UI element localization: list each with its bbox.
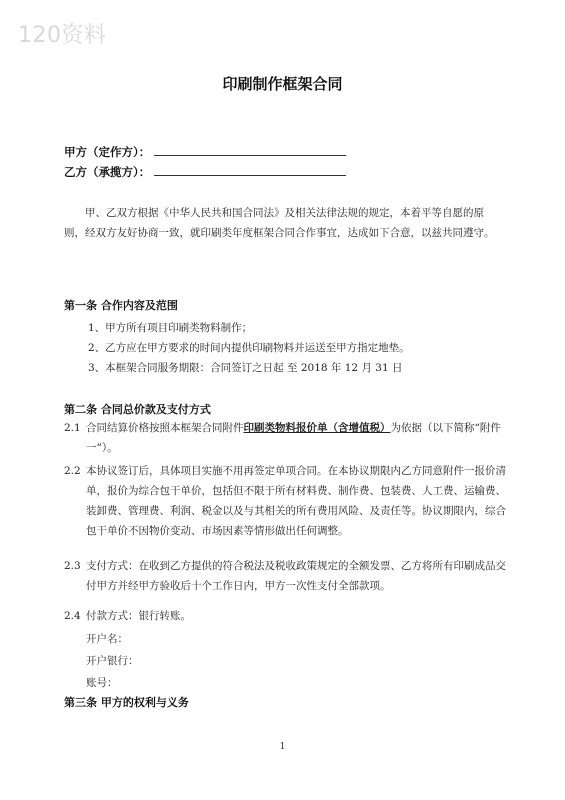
clause-2-1-number: 2.1 bbox=[64, 422, 81, 434]
account-name-label: 开户名： bbox=[86, 633, 128, 645]
clause-2-2-number: 2.2 bbox=[64, 465, 81, 477]
intro-paragraph: 甲、乙双方根据《中华人民共和国合同法》及相关法律法规的规定，本着平等自愿的原则，经双方友好协商一致，就印刷类年度框架合同合作事宜，达成如下合意，以兹共同遵守。 bbox=[64, 207, 495, 239]
article1-item-1: 1、甲方所有项目印刷类物料制作； bbox=[88, 322, 253, 334]
watermark: 120资料 bbox=[18, 23, 107, 48]
clause-2-2 bbox=[64, 461, 506, 541]
clause-2-4 bbox=[64, 606, 506, 626]
party-b-label: 乙方（承揽方）： bbox=[64, 165, 151, 179]
account-number-label: 账号： bbox=[86, 677, 118, 689]
quote-sheet-reference: 印刷类物料报价单（含增值税） bbox=[243, 422, 391, 434]
clause-2-3-text: 支付方式：在收到乙方提供的符合税法及税收政策规定的全额发票、乙方将所有印刷成品交付甲方并经甲方验收后十个工作日内，甲方一次性支付全部款项。 bbox=[86, 560, 506, 592]
clause-2-1-text-b: 为依据（以下简称“附件一”）。 bbox=[86, 422, 501, 454]
page-number: 1 bbox=[279, 742, 286, 752]
document-title: 印刷制作框架合同 bbox=[222, 75, 343, 93]
account-bank-label: 开户银行： bbox=[86, 655, 139, 667]
article3-heading: 第三条 甲方的权利与义务 bbox=[64, 696, 189, 709]
article2-heading: 第二条 合同总价款及支付方式 bbox=[64, 403, 211, 416]
clause-2-3 bbox=[64, 556, 506, 596]
clause-2-1-text-a: 合同结算价格按照本框架合同附件 bbox=[86, 422, 244, 434]
clause-2-2-text: 本协议签订后，具体项目实施不用再签定单项合同。在本协议期限内乙方同意附件一报价清单，报价为综合包干单价，包括但不限于所有材料费、制作费、包装费、人工费、运输费、装卸费、管理费、利润、税金以及与其相关的所有费用风险、及责任等。协议期限内，综合包干单价不因物价变动、市场因素等情形做出任何调整。 bbox=[86, 465, 506, 537]
party-a-label: 甲方（定作方）： bbox=[64, 145, 151, 159]
party-b-blank-line bbox=[154, 164, 346, 176]
party-a-row bbox=[64, 144, 346, 160]
article1-item-2: 2、乙方应在甲方要求的时间内提供印刷物料并运送至甲方指定地垫。 bbox=[88, 342, 410, 354]
article1-item-3: 3、本框架合同服务期限：合同签订之日起 至 2018 年 12 月 31 日 bbox=[88, 362, 403, 374]
party-a-blank-line bbox=[154, 144, 346, 156]
clause-2-4-number: 2.4 bbox=[64, 610, 81, 622]
clause-2-4-text: 付款方式：银行转账。 bbox=[86, 610, 191, 622]
article1-heading: 第一条 合作内容及范围 bbox=[64, 299, 178, 312]
party-b-row bbox=[64, 164, 346, 180]
clause-2-3-number: 2.3 bbox=[64, 560, 81, 572]
clause-2-1 bbox=[64, 418, 506, 458]
